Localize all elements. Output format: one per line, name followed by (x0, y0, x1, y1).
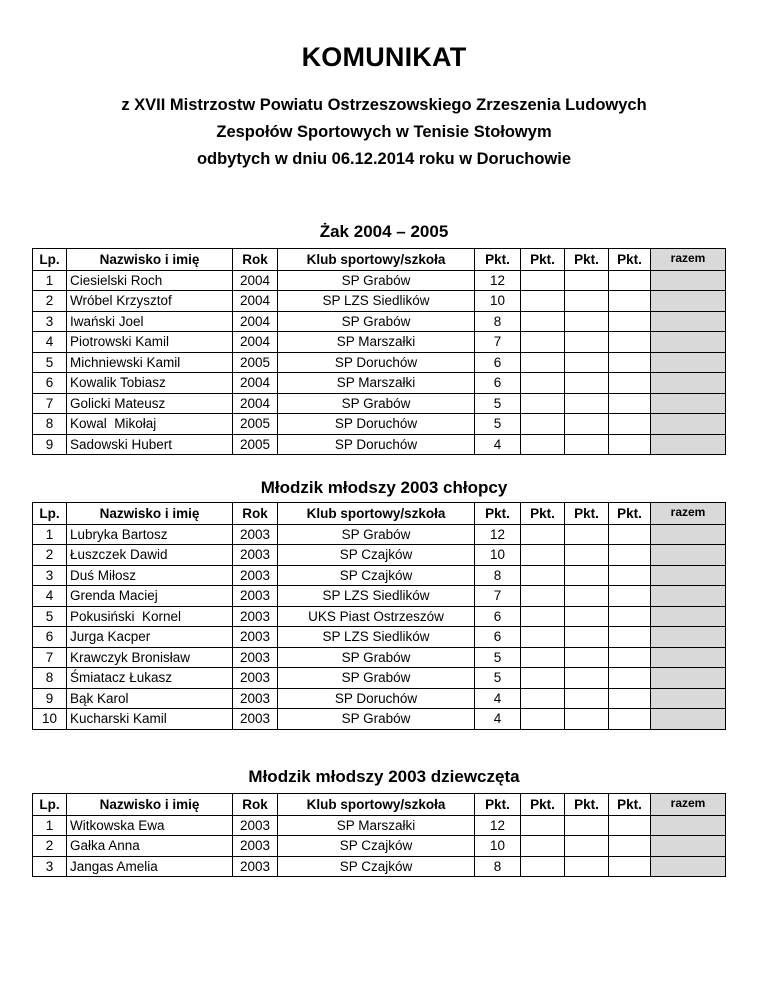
cell-razem (651, 270, 726, 291)
cell-razem (651, 352, 726, 373)
header-name: Nazwisko i imię (67, 249, 233, 271)
cell-klub: SP Czajków (278, 565, 475, 586)
cell-rok: 2005 (233, 434, 278, 455)
cell-razem (651, 524, 726, 545)
cell-name: Kucharski Kamil (67, 709, 233, 730)
cell-klub: SP Doruchów (278, 688, 475, 709)
cell-pkt-empty (521, 270, 565, 291)
cell-name: Duś Miłosz (67, 565, 233, 586)
table-row (33, 434, 726, 455)
cell-pkt-empty (565, 270, 609, 291)
cell-pkt-empty (565, 627, 609, 648)
subtitle-line: Zespołów Sportowych w Tenisie Stołowym (216, 123, 552, 141)
header-lp: Lp. (33, 249, 67, 271)
cell-razem (651, 373, 726, 394)
cell-pkt: 4 (475, 688, 521, 709)
table-row (33, 524, 726, 545)
table-row (33, 373, 726, 394)
cell-pkt-empty (565, 311, 609, 332)
cell-klub: SP Doruchów (278, 352, 475, 373)
cell-lp: 6 (33, 627, 67, 648)
cell-rok: 2004 (233, 270, 278, 291)
cell-rok: 2003 (233, 647, 278, 668)
header-pkt: Pkt. (609, 249, 651, 271)
cell-rok: 2003 (233, 545, 278, 566)
cell-razem (651, 606, 726, 627)
cell-pkt-empty (565, 647, 609, 668)
cell-lp: 1 (33, 270, 67, 291)
cell-pkt-empty (521, 586, 565, 607)
cell-pkt-empty (521, 291, 565, 312)
cell-pkt-empty (609, 393, 651, 414)
cell-name: Grenda Maciej (67, 586, 233, 607)
document-subtitle (0, 92, 768, 173)
cell-pkt-empty (609, 647, 651, 668)
cell-pkt-empty (565, 586, 609, 607)
cell-klub: SP Doruchów (278, 434, 475, 455)
cell-lp: 2 (33, 836, 67, 857)
header-name: Nazwisko i imię (67, 503, 233, 525)
cell-rok: 2005 (233, 352, 278, 373)
cell-rok: 2004 (233, 291, 278, 312)
cell-rok: 2004 (233, 332, 278, 353)
cell-klub: SP LZS Siedlików (278, 586, 475, 607)
cell-pkt-empty (521, 606, 565, 627)
section-title: Żak 2004 – 2005 (319, 222, 449, 241)
cell-name: Piotrowski Kamil (67, 332, 233, 353)
cell-pkt-empty (565, 688, 609, 709)
cell-name: Sadowski Hubert (67, 434, 233, 455)
table-row (33, 627, 726, 648)
cell-rok: 2005 (233, 414, 278, 435)
cell-name: Witkowska Ewa (67, 815, 233, 836)
document-title: KOMUNIKAT (301, 42, 467, 72)
cell-klub: SP Grabów (278, 270, 475, 291)
header-name: Nazwisko i imię (67, 794, 233, 816)
cell-pkt-empty (565, 414, 609, 435)
cell-klub: SP Czajków (278, 545, 475, 566)
cell-pkt-empty (565, 332, 609, 353)
cell-lp: 8 (33, 668, 67, 689)
cell-klub: SP Doruchów (278, 414, 475, 435)
cell-name: Wróbel Krzysztof (67, 291, 233, 312)
cell-klub: SP Grabów (278, 524, 475, 545)
header-pkt: Pkt. (565, 794, 609, 816)
cell-pkt: 5 (475, 668, 521, 689)
cell-pkt-empty (609, 668, 651, 689)
cell-pkt-empty (609, 709, 651, 730)
cell-pkt: 12 (475, 524, 521, 545)
cell-lp: 2 (33, 291, 67, 312)
cell-pkt-empty (565, 352, 609, 373)
cell-pkt: 12 (475, 815, 521, 836)
cell-rok: 2003 (233, 856, 278, 877)
cell-pkt: 4 (475, 434, 521, 455)
cell-pkt-empty (565, 524, 609, 545)
cell-klub: SP Marszałki (278, 332, 475, 353)
cell-razem (651, 815, 726, 836)
header-razem: razem (651, 503, 726, 525)
cell-pkt-empty (521, 332, 565, 353)
cell-pkt-empty (565, 709, 609, 730)
cell-lp: 1 (33, 524, 67, 545)
cell-razem (651, 434, 726, 455)
section-title: Młodzik młodszy 2003 chłopcy (260, 478, 508, 497)
cell-name: Iwański Joel (67, 311, 233, 332)
cell-rok: 2003 (233, 586, 278, 607)
results-table (32, 502, 726, 730)
cell-klub: SP LZS Siedlików (278, 291, 475, 312)
cell-pkt-empty (521, 836, 565, 857)
cell-lp: 4 (33, 586, 67, 607)
cell-pkt: 5 (475, 393, 521, 414)
cell-pkt-empty (609, 332, 651, 353)
cell-lp: 6 (33, 373, 67, 394)
cell-razem (651, 311, 726, 332)
cell-rok: 2003 (233, 524, 278, 545)
header-rok: Rok (233, 794, 278, 816)
cell-lp: 8 (33, 414, 67, 435)
cell-pkt-empty (521, 647, 565, 668)
cell-name: Lubryka Bartosz (67, 524, 233, 545)
table-row (33, 606, 726, 627)
cell-pkt-empty (609, 270, 651, 291)
cell-lp: 10 (33, 709, 67, 730)
header-lp: Lp. (33, 794, 67, 816)
cell-lp: 5 (33, 606, 67, 627)
cell-pkt-empty (521, 688, 565, 709)
cell-rok: 2003 (233, 836, 278, 857)
header-klub: Klub sportowy/szkoła (278, 794, 475, 816)
cell-lp: 2 (33, 545, 67, 566)
header-pkt: Pkt. (475, 794, 521, 816)
table-row (33, 352, 726, 373)
cell-klub: SP Grabów (278, 393, 475, 414)
cell-pkt-empty (609, 291, 651, 312)
table-row (33, 414, 726, 435)
cell-pkt: 6 (475, 606, 521, 627)
cell-name: Bąk Karol (67, 688, 233, 709)
cell-pkt-empty (565, 434, 609, 455)
table-header-row (33, 249, 726, 271)
cell-klub: SP Grabów (278, 709, 475, 730)
table-row (33, 856, 726, 877)
cell-lp: 9 (33, 688, 67, 709)
subtitle-line: z XVII Mistrzostw Powiatu Ostrzeszowskiego Zrzeszenia Ludowych (121, 96, 647, 114)
table-row (33, 565, 726, 586)
cell-pkt-empty (521, 373, 565, 394)
cell-pkt: 12 (475, 270, 521, 291)
table-row (33, 291, 726, 312)
cell-razem (651, 668, 726, 689)
cell-razem (651, 565, 726, 586)
cell-pkt-empty (565, 836, 609, 857)
results-table (32, 248, 726, 455)
cell-pkt: 10 (475, 545, 521, 566)
cell-klub: SP Marszałki (278, 373, 475, 394)
header-pkt: Pkt. (475, 503, 521, 525)
cell-razem (651, 414, 726, 435)
cell-name: Jurga Kacper (67, 627, 233, 648)
cell-pkt: 10 (475, 836, 521, 857)
cell-klub: SP Czajków (278, 856, 475, 877)
cell-pkt-empty (609, 688, 651, 709)
cell-lp: 4 (33, 332, 67, 353)
cell-klub: SP Grabów (278, 647, 475, 668)
header-lp: Lp. (33, 503, 67, 525)
table-row (33, 311, 726, 332)
cell-pkt: 6 (475, 373, 521, 394)
cell-pkt-empty (521, 352, 565, 373)
table-row (33, 393, 726, 414)
section-title: Młodzik młodszy 2003 dziewczęta (248, 767, 520, 786)
cell-pkt: 8 (475, 311, 521, 332)
cell-pkt-empty (609, 545, 651, 566)
cell-razem (651, 332, 726, 353)
cell-name: Kowal Mikołaj (67, 414, 233, 435)
cell-pkt-empty (565, 606, 609, 627)
header-pkt: Pkt. (609, 503, 651, 525)
cell-name: Gałka Anna (67, 836, 233, 857)
cell-pkt: 7 (475, 332, 521, 353)
cell-pkt-empty (565, 545, 609, 566)
cell-lp: 7 (33, 393, 67, 414)
cell-pkt-empty (609, 565, 651, 586)
cell-pkt: 8 (475, 856, 521, 877)
cell-pkt-empty (609, 836, 651, 857)
table-row (33, 586, 726, 607)
table-row (33, 332, 726, 353)
cell-pkt: 10 (475, 291, 521, 312)
header-pkt: Pkt. (521, 503, 565, 525)
cell-rok: 2003 (233, 709, 278, 730)
cell-lp: 1 (33, 815, 67, 836)
cell-lp: 3 (33, 856, 67, 877)
cell-pkt-empty (609, 414, 651, 435)
cell-name: Ciesielski Roch (67, 270, 233, 291)
table-row (33, 647, 726, 668)
table-row (33, 836, 726, 857)
cell-razem (651, 291, 726, 312)
cell-lp: 3 (33, 311, 67, 332)
results-table (32, 793, 726, 877)
header-rok: Rok (233, 503, 278, 525)
cell-razem (651, 627, 726, 648)
table-row (33, 270, 726, 291)
cell-klub: UKS Piast Ostrzeszów (278, 606, 475, 627)
cell-razem (651, 836, 726, 857)
cell-rok: 2004 (233, 393, 278, 414)
cell-rok: 2003 (233, 688, 278, 709)
cell-pkt: 4 (475, 709, 521, 730)
cell-pkt-empty (521, 627, 565, 648)
cell-name: Golicki Mateusz (67, 393, 233, 414)
cell-name: Jangas Amelia (67, 856, 233, 877)
header-pkt: Pkt. (565, 503, 609, 525)
cell-pkt-empty (609, 311, 651, 332)
cell-pkt-empty (609, 524, 651, 545)
cell-razem (651, 856, 726, 877)
cell-razem (651, 647, 726, 668)
table-row (33, 688, 726, 709)
cell-name: Kowalik Tobiasz (67, 373, 233, 394)
cell-pkt: 5 (475, 414, 521, 435)
cell-pkt-empty (521, 414, 565, 435)
cell-pkt-empty (609, 434, 651, 455)
cell-pkt-empty (521, 856, 565, 877)
cell-rok: 2003 (233, 606, 278, 627)
cell-pkt-empty (565, 393, 609, 414)
cell-name: Pokusiński Kornel (67, 606, 233, 627)
table-header-row (33, 794, 726, 816)
cell-pkt: 6 (475, 627, 521, 648)
cell-pkt-empty (521, 815, 565, 836)
cell-pkt-empty (521, 565, 565, 586)
cell-name: Śmiatacz Łukasz (67, 668, 233, 689)
cell-pkt-empty (565, 815, 609, 836)
cell-razem (651, 709, 726, 730)
header-pkt: Pkt. (609, 794, 651, 816)
cell-pkt-empty (609, 352, 651, 373)
cell-lp: 9 (33, 434, 67, 455)
cell-rok: 2003 (233, 668, 278, 689)
cell-pkt-empty (565, 565, 609, 586)
cell-pkt: 7 (475, 586, 521, 607)
table-row (33, 668, 726, 689)
header-razem: razem (651, 249, 726, 271)
cell-lp: 7 (33, 647, 67, 668)
cell-rok: 2004 (233, 373, 278, 394)
cell-klub: SP Grabów (278, 311, 475, 332)
cell-pkt-empty (609, 856, 651, 877)
cell-razem (651, 393, 726, 414)
cell-name: Michniewski Kamil (67, 352, 233, 373)
cell-pkt-empty (609, 373, 651, 394)
header-klub: Klub sportowy/szkoła (278, 503, 475, 525)
cell-klub: SP Czajków (278, 836, 475, 857)
cell-pkt: 6 (475, 352, 521, 373)
header-klub: Klub sportowy/szkoła (278, 249, 475, 271)
table-row (33, 815, 726, 836)
cell-pkt-empty (565, 291, 609, 312)
cell-razem (651, 586, 726, 607)
cell-pkt: 8 (475, 565, 521, 586)
cell-pkt-empty (521, 524, 565, 545)
cell-pkt: 5 (475, 647, 521, 668)
cell-lp: 3 (33, 565, 67, 586)
cell-klub: SP Grabów (278, 668, 475, 689)
cell-pkt-empty (565, 373, 609, 394)
cell-lp: 5 (33, 352, 67, 373)
cell-klub: SP LZS Siedlików (278, 627, 475, 648)
table-row (33, 709, 726, 730)
header-razem: razem (651, 794, 726, 816)
cell-pkt-empty (609, 627, 651, 648)
cell-rok: 2003 (233, 627, 278, 648)
header-pkt: Pkt. (475, 249, 521, 271)
table-header-row (33, 503, 726, 525)
cell-pkt-empty (565, 856, 609, 877)
header-rok: Rok (233, 249, 278, 271)
cell-pkt-empty (521, 311, 565, 332)
cell-pkt-empty (521, 668, 565, 689)
cell-rok: 2003 (233, 565, 278, 586)
cell-pkt-empty (565, 668, 609, 689)
cell-name: Łuszczek Dawid (67, 545, 233, 566)
header-pkt: Pkt. (565, 249, 609, 271)
cell-pkt-empty (609, 606, 651, 627)
cell-pkt-empty (609, 815, 651, 836)
cell-pkt-empty (521, 545, 565, 566)
cell-razem (651, 545, 726, 566)
cell-rok: 2003 (233, 815, 278, 836)
cell-pkt-empty (609, 586, 651, 607)
table-row (33, 545, 726, 566)
cell-rok: 2004 (233, 311, 278, 332)
cell-pkt-empty (521, 709, 565, 730)
cell-name: Krawczyk Bronisław (67, 647, 233, 668)
subtitle-line: odbytych w dniu 06.12.2014 roku w Doruchowie (196, 150, 572, 168)
cell-pkt-empty (521, 434, 565, 455)
cell-klub: SP Marszałki (278, 815, 475, 836)
header-pkt: Pkt. (521, 794, 565, 816)
cell-razem (651, 688, 726, 709)
header-pkt: Pkt. (521, 249, 565, 271)
cell-pkt-empty (521, 393, 565, 414)
